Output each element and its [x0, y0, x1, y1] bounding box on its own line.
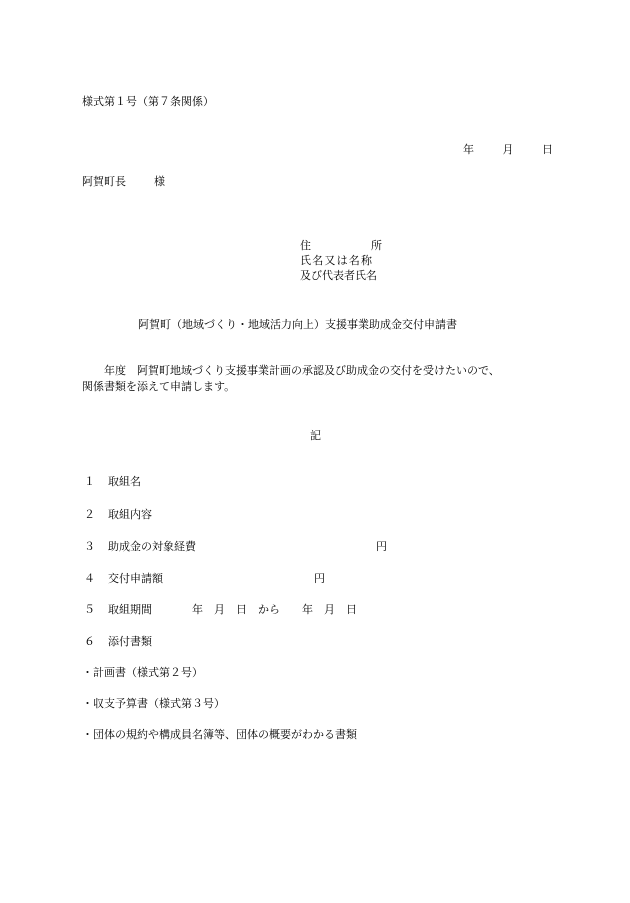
application-statement — [82, 363, 552, 395]
addressee-name: 阿賀町長 — [82, 175, 126, 188]
statement-line-1: 年度 阿賀町地域づくり支援事業計画の承認及び助成金の交付を受けたいので、 — [82, 364, 500, 377]
item-project-name: １ 取組名 — [84, 475, 141, 488]
attachment-plan: ・計画書（様式第２号） — [82, 666, 203, 679]
item-project-period: ５ 取組期間 — [84, 603, 152, 616]
date-line — [463, 143, 553, 157]
project-period-range: 年 月 日 から 年 月 日 — [192, 603, 357, 616]
date-day-label: 日 — [542, 143, 553, 156]
item-application-amount: ４ 交付申請額 — [84, 572, 163, 585]
form-number: 様式第１号（第７条関係） — [82, 95, 214, 108]
applicant-representative-label: 及び代表者氏名 — [300, 269, 377, 282]
eligible-expenses-unit: 円 — [376, 540, 387, 553]
attachment-organization-docs: ・団体の規約や構成員名簿等、団体の概要がわかる書類 — [82, 728, 357, 741]
item-project-content: ２ 取組内容 — [84, 508, 152, 521]
application-amount-unit: 円 — [314, 572, 325, 585]
applicant-name-label: 氏名又は名称 — [300, 254, 374, 267]
attachment-budget: ・収支予算書（様式第３号） — [82, 697, 225, 710]
applicant-address-label: 住 所 — [300, 239, 382, 252]
date-month-label: 月 — [502, 143, 514, 156]
item-eligible-expenses: ３ 助成金の対象経費 — [84, 540, 196, 553]
applicant-block — [300, 238, 382, 283]
ki-heading: 記 — [310, 429, 321, 442]
addressee-honorific: 様 — [154, 175, 165, 188]
date-year-label: 年 — [463, 143, 474, 156]
item-attachments: ６ 添付書類 — [84, 635, 152, 648]
addressee — [82, 175, 165, 189]
statement-line-2: 関係書類を添えて申請します。 — [82, 380, 236, 393]
document-title: 阿賀町（地域づくり・地域活力向上）支援事業助成金交付申請書 — [138, 318, 457, 331]
